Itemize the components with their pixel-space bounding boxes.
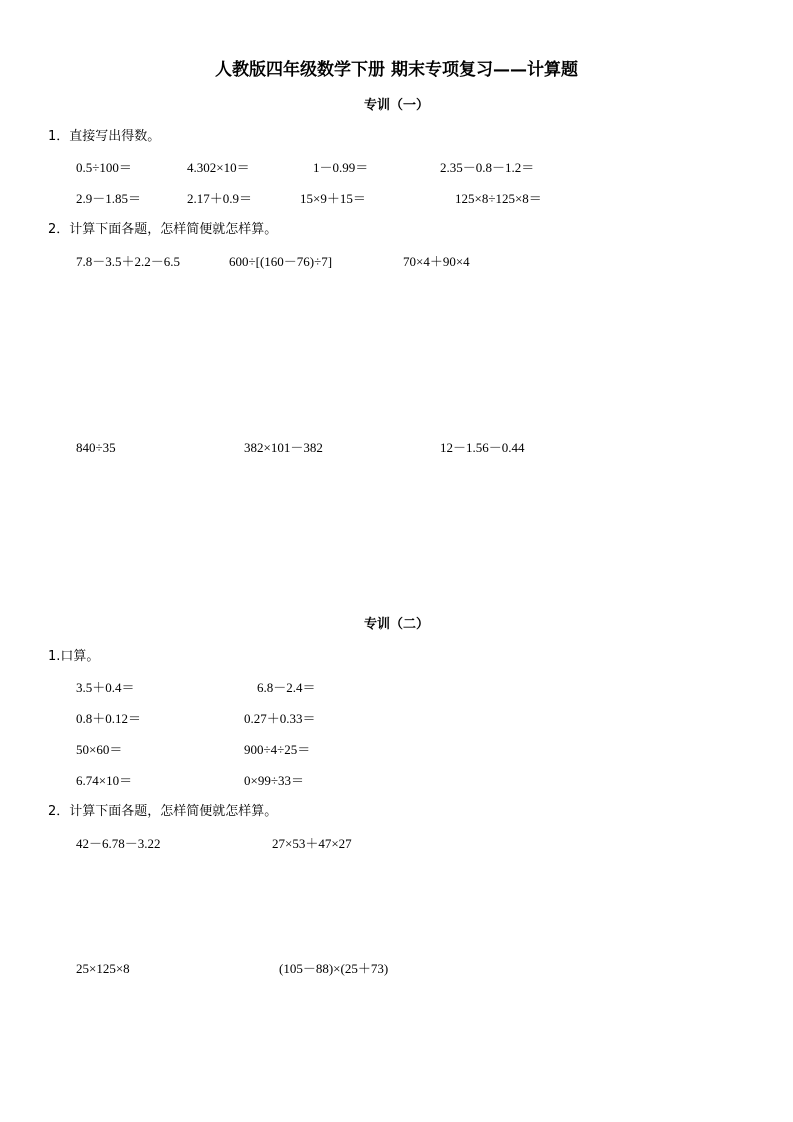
s2-question-2-label: 2．计算下面各题，怎样简便就怎样算。 [48, 804, 278, 819]
s1-q2-item: 382×101－382 [244, 440, 323, 455]
s2-q2-item: (105－88)×(25＋73) [279, 961, 389, 976]
s1-q1-item: 15×9＋15＝ [300, 191, 366, 206]
s2-q1-item: 50×60＝ [76, 742, 123, 757]
section-1-heading: 专训（一） [363, 98, 429, 113]
s1-q2-item: 600÷[(160－76)÷7] [229, 254, 333, 269]
s1-q2-item: 70×4＋90×4 [403, 254, 470, 269]
s1-question-2-label: 2．计算下面各题，怎样简便就怎样算。 [48, 222, 278, 237]
s2-q1-item: 0.27＋0.33＝ [244, 711, 316, 726]
s1-q1-item: 4.302×10＝ [187, 160, 250, 175]
s1-q2-item: 7.8－3.5＋2.2－6.5 [76, 254, 181, 269]
s1-q1-item: 125×8÷125×8＝ [455, 191, 542, 206]
s2-q1-item: 3.5＋0.4＝ [76, 680, 135, 695]
s1-q1-item: 2.35－0.8－1.2＝ [440, 160, 535, 175]
s1-q2-item: 840÷35 [76, 440, 116, 455]
section-2-heading: 专训（二） [363, 617, 429, 632]
s2-q1-item: 0×99÷33＝ [244, 773, 304, 788]
s1-q1-item: 2.17＋0.9＝ [187, 191, 253, 206]
s2-q2-item: 27×53＋47×27 [272, 836, 352, 851]
s2-q1-item: 6.8－2.4＝ [257, 680, 316, 695]
s2-question-1-label: 1.口算。 [48, 649, 100, 664]
s2-q1-item: 900÷4÷25＝ [244, 742, 311, 757]
s2-q1-item: 0.8＋0.12＝ [76, 711, 142, 726]
s1-q1-item: 0.5÷100＝ [76, 160, 132, 175]
s1-q1-item: 2.9－1.85＝ [76, 191, 142, 206]
s2-q2-item: 25×125×8 [76, 961, 130, 976]
s1-q2-item: 12－1.56－0.44 [440, 440, 525, 455]
s1-question-1-label: 1．直接写出得数。 [48, 129, 161, 144]
s2-q1-item: 6.74×10＝ [76, 773, 133, 788]
s1-q1-item: 1－0.99＝ [313, 160, 369, 175]
page-title: 人教版四年级数学下册 期末专项复习——计算题 [215, 60, 578, 80]
s2-q2-item: 42－6.78－3.22 [76, 836, 161, 851]
